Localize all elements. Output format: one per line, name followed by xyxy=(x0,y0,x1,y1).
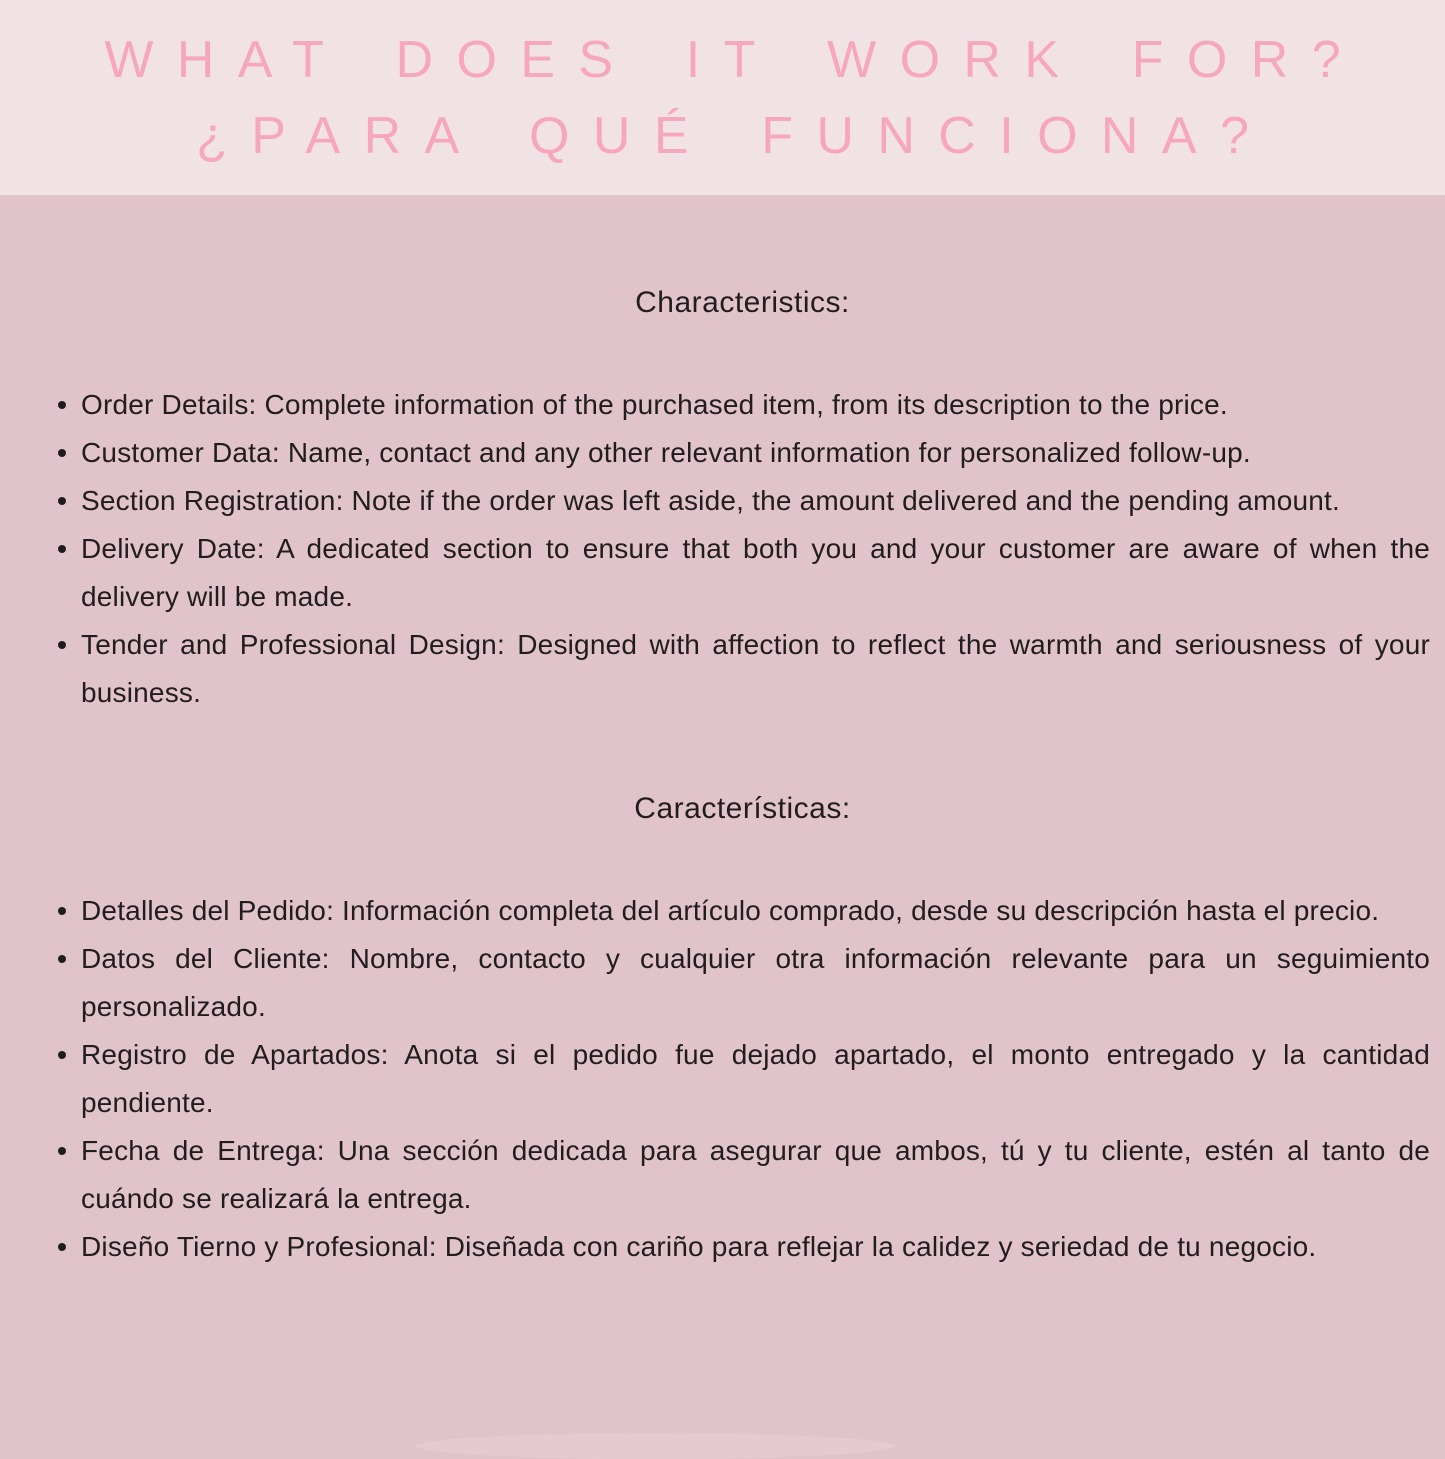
list-item: Tender and Professional Design: Designed with affection to reflect the warmth and seriousness of your business. xyxy=(55,621,1430,717)
list-item: Detalles del Pedido: Información completa del artículo comprado, desde su descripción hasta el precio. xyxy=(55,887,1430,935)
page-title-spanish: ¿PARA QUÉ FUNCIONA? xyxy=(196,106,1273,165)
list-item: Section Registration: Note if the order was left aside, the amount delivered and the pending amount. xyxy=(55,477,1430,525)
list-item: Order Details: Complete information of the purchased item, from its description to the price. xyxy=(55,381,1430,429)
section-english xyxy=(55,195,1430,717)
decorative-bottom-shape xyxy=(415,1433,895,1459)
bullet-list-english xyxy=(55,381,1430,717)
section-heading-english: Characteristics: xyxy=(635,286,850,319)
list-item: Delivery Date: A dedicated section to ensure that both you and your customer are aware of when the delivery will be made. xyxy=(55,525,1430,621)
content-area xyxy=(0,195,1445,1445)
list-item: Datos del Cliente: Nombre, contacto y cualquier otra información relevante para un seguimiento personalizado. xyxy=(55,935,1430,1031)
list-item: Fecha de Entrega: Una sección dedicada para asegurar que ambos, tú y tu cliente, estén al tanto de cuándo se realizará la entrega. xyxy=(55,1127,1430,1223)
section-spanish xyxy=(55,717,1430,1271)
bullet-list-spanish xyxy=(55,887,1430,1271)
list-item: Registro de Apartados: Anota si el pedido fue dejado apartado, el monto entregado y la cantidad pendiente. xyxy=(55,1031,1430,1127)
header-banner xyxy=(0,0,1445,195)
page-title-english: WHAT DOES IT WORK FOR? xyxy=(104,30,1365,89)
section-heading-spanish: Características: xyxy=(634,792,851,825)
list-item: Diseño Tierno y Profesional: Diseñada con cariño para reflejar la calidez y seriedad de tu negocio. xyxy=(55,1223,1430,1271)
list-item: Customer Data: Name, contact and any other relevant information for personalized follow-up. xyxy=(55,429,1430,477)
